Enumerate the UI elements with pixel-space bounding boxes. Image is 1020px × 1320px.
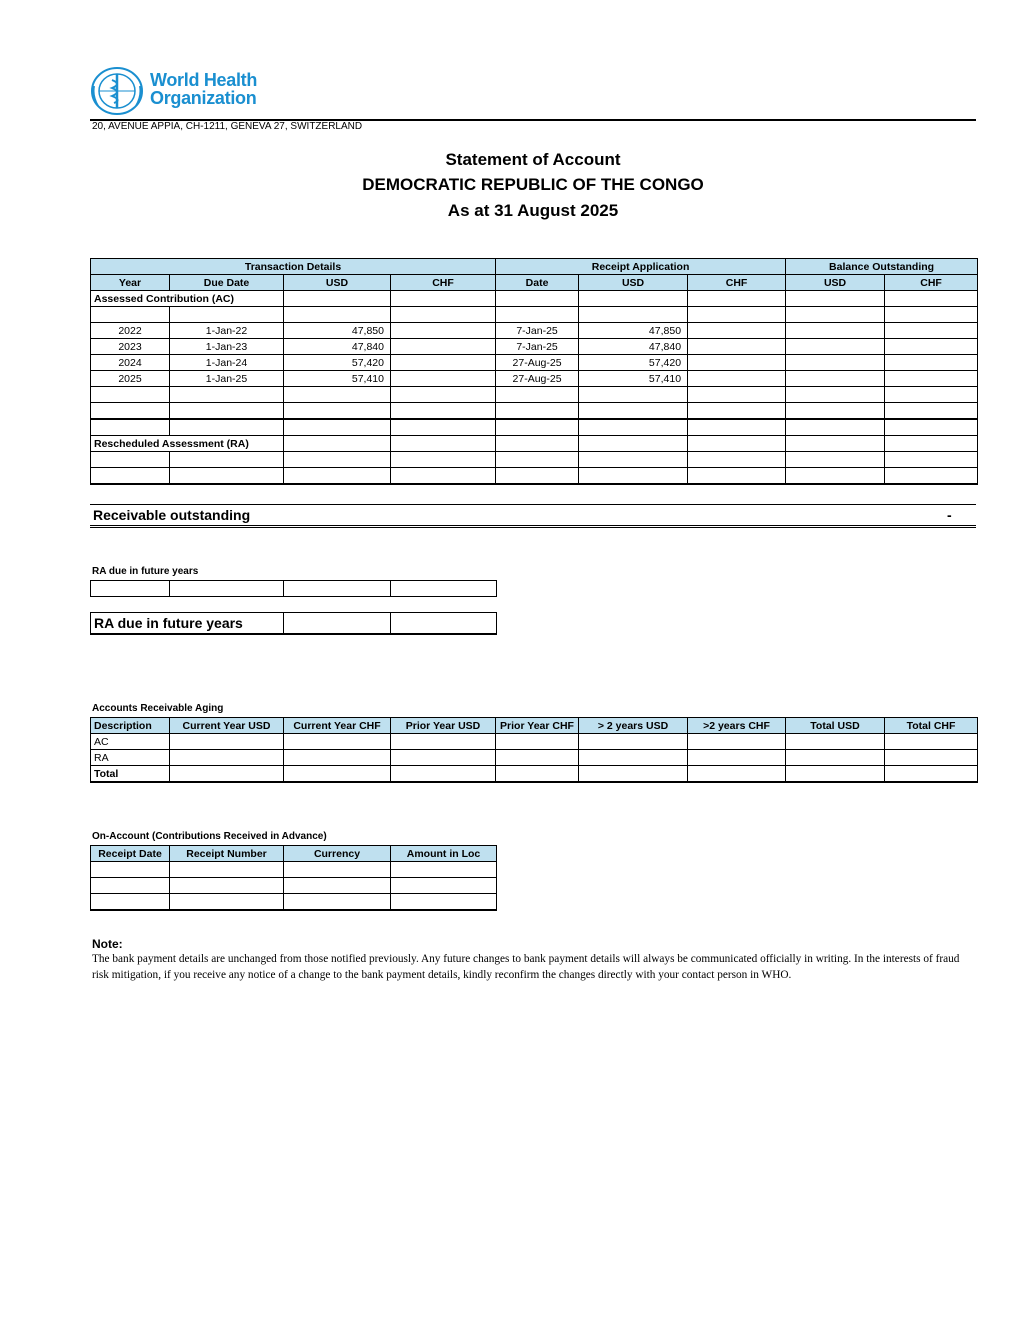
col-receipt-chf: CHF [688, 275, 786, 291]
cell-chf [391, 339, 496, 355]
table-row [91, 734, 978, 750]
country-name: DEMOCRATIC REPUBLIC OF THE CONGO [362, 175, 704, 194]
table-row [91, 355, 978, 371]
logo-line-1: World Health [150, 70, 258, 90]
section-rescheduled-assessment: Rescheduled Assessment (RA) [91, 436, 284, 452]
aging-col-2yr-usd: > 2 years USD [579, 718, 688, 734]
cell-receipt-date: 27-Aug-25 [496, 355, 579, 371]
onacc-col-receipt-date: Receipt Date [91, 846, 170, 862]
col-balance-usd: USD [786, 275, 885, 291]
who-logo [90, 66, 270, 116]
cell-usd: 47,840 [284, 339, 391, 355]
table-row [91, 323, 978, 339]
receivable-outstanding-label: Receivable outstanding [93, 507, 251, 523]
cell-year: 2024 [91, 355, 170, 371]
table-row [91, 766, 978, 783]
cell-due-date: 1-Jan-24 [170, 355, 284, 371]
table-row [91, 878, 497, 894]
cell-balance-chf [885, 371, 978, 387]
table-row [91, 862, 497, 878]
cell-chf [391, 371, 496, 387]
col-date: Date [496, 275, 579, 291]
table-row [91, 307, 978, 323]
aging-label: Accounts Receivable Aging [92, 703, 224, 714]
aging-col-total-usd: Total USD [786, 718, 885, 734]
cell-receipt-chf [688, 355, 786, 371]
cell-receipt-chf [688, 323, 786, 339]
logo-line-2: Organization [150, 88, 257, 108]
cell-due-date: 1-Jan-23 [170, 339, 284, 355]
table-row [91, 468, 978, 485]
aging-row-label: RA [91, 750, 170, 766]
aging-col-current-usd: Current Year USD [170, 718, 284, 734]
aging-col-prior-usd: Prior Year USD [391, 718, 496, 734]
cell-balance-usd [786, 355, 885, 371]
on-account-table [90, 845, 497, 911]
aging-col-description: Description [91, 718, 170, 734]
cell-balance-usd [786, 323, 885, 339]
col-year: Year [91, 275, 170, 291]
col-due-date: Due Date [170, 275, 284, 291]
cell-balance-chf [885, 323, 978, 339]
ra-future-total-table [90, 612, 497, 635]
ra-future-table [90, 580, 497, 597]
as-at-date: As at 31 August 2025 [447, 201, 619, 220]
cell-chf [391, 323, 496, 339]
cell-year: 2023 [91, 339, 170, 355]
cell-usd: 57,420 [284, 355, 391, 371]
table-row [91, 894, 497, 911]
logo-wordmark [150, 71, 257, 107]
cell-year: 2022 [91, 323, 170, 339]
cell-due-date: 1-Jan-25 [170, 371, 284, 387]
statement-title: Statement of Account [445, 150, 621, 169]
col-balance-chf: CHF [885, 275, 978, 291]
cell-balance-chf [885, 355, 978, 371]
onacc-col-amount: Amount in Loc [391, 846, 497, 862]
cell-usd: 57,410 [284, 371, 391, 387]
cell-chf [391, 355, 496, 371]
table-row [91, 339, 978, 355]
cell-receipt-chf [688, 339, 786, 355]
group-transaction-details: Transaction Details [91, 259, 496, 275]
ra-future-label: RA due in future years [92, 566, 199, 577]
receivable-outstanding-row [90, 504, 976, 528]
col-receipt-usd: USD [579, 275, 688, 291]
onacc-col-receipt-number: Receipt Number [170, 846, 284, 862]
cell-receipt-date: 7-Jan-25 [496, 323, 579, 339]
cell-receipt-usd: 47,850 [579, 323, 688, 339]
aging-row-label: Total [91, 766, 170, 783]
cell-receipt-usd: 57,420 [579, 355, 688, 371]
aging-col-total-chf: Total CHF [885, 718, 978, 734]
section-assessed-contribution: Assessed Contribution (AC) [91, 291, 284, 307]
aging-col-2yr-chf: >2 years CHF [688, 718, 786, 734]
cell-receipt-date: 27-Aug-25 [496, 371, 579, 387]
cell-receipt-usd: 57,410 [579, 371, 688, 387]
table-row [91, 387, 978, 403]
who-emblem-icon [90, 66, 144, 116]
cell-due-date: 1-Jan-22 [170, 323, 284, 339]
cell-usd: 47,850 [284, 323, 391, 339]
on-account-label: On-Account (Contributions Received in Advance) [92, 831, 327, 842]
col-usd: USD [284, 275, 391, 291]
aging-col-prior-chf: Prior Year CHF [496, 718, 579, 734]
aging-table [90, 717, 978, 783]
table-row [91, 750, 978, 766]
receivable-outstanding-value: - [947, 507, 952, 523]
aging-col-current-chf: Current Year CHF [284, 718, 391, 734]
cell-year: 2025 [91, 371, 170, 387]
table-row [91, 403, 978, 420]
address: 20, AVENUE APPIA, CH-1211, GENEVA 27, SWITZERLAND [92, 121, 363, 132]
col-chf: CHF [391, 275, 496, 291]
ra-future-total-label: RA due in future years [91, 613, 284, 635]
onacc-col-currency: Currency [284, 846, 391, 862]
table-row [91, 419, 978, 436]
note-title: Note: [92, 937, 123, 951]
group-receipt-application: Receipt Application [496, 259, 786, 275]
table-row [91, 452, 978, 468]
cell-receipt-chf [688, 371, 786, 387]
cell-receipt-usd: 47,840 [579, 339, 688, 355]
group-balance-outstanding: Balance Outstanding [786, 259, 978, 275]
aging-row-label: AC [91, 734, 170, 750]
statement-table [90, 258, 978, 485]
cell-balance-chf [885, 339, 978, 355]
cell-balance-usd [786, 371, 885, 387]
note-body: The bank payment details are unchanged from those notified previously. Any future changes to bank payment details will always be communicated officially in writing. In the interests of fraud risk mitigation, if you receive any notice of a change to the bank payment details, kindly reconfirm the changes directly with your contact person in WHO. [92, 953, 960, 981]
cell-receipt-date: 7-Jan-25 [496, 339, 579, 355]
table-row [91, 371, 978, 387]
cell-balance-usd [786, 339, 885, 355]
